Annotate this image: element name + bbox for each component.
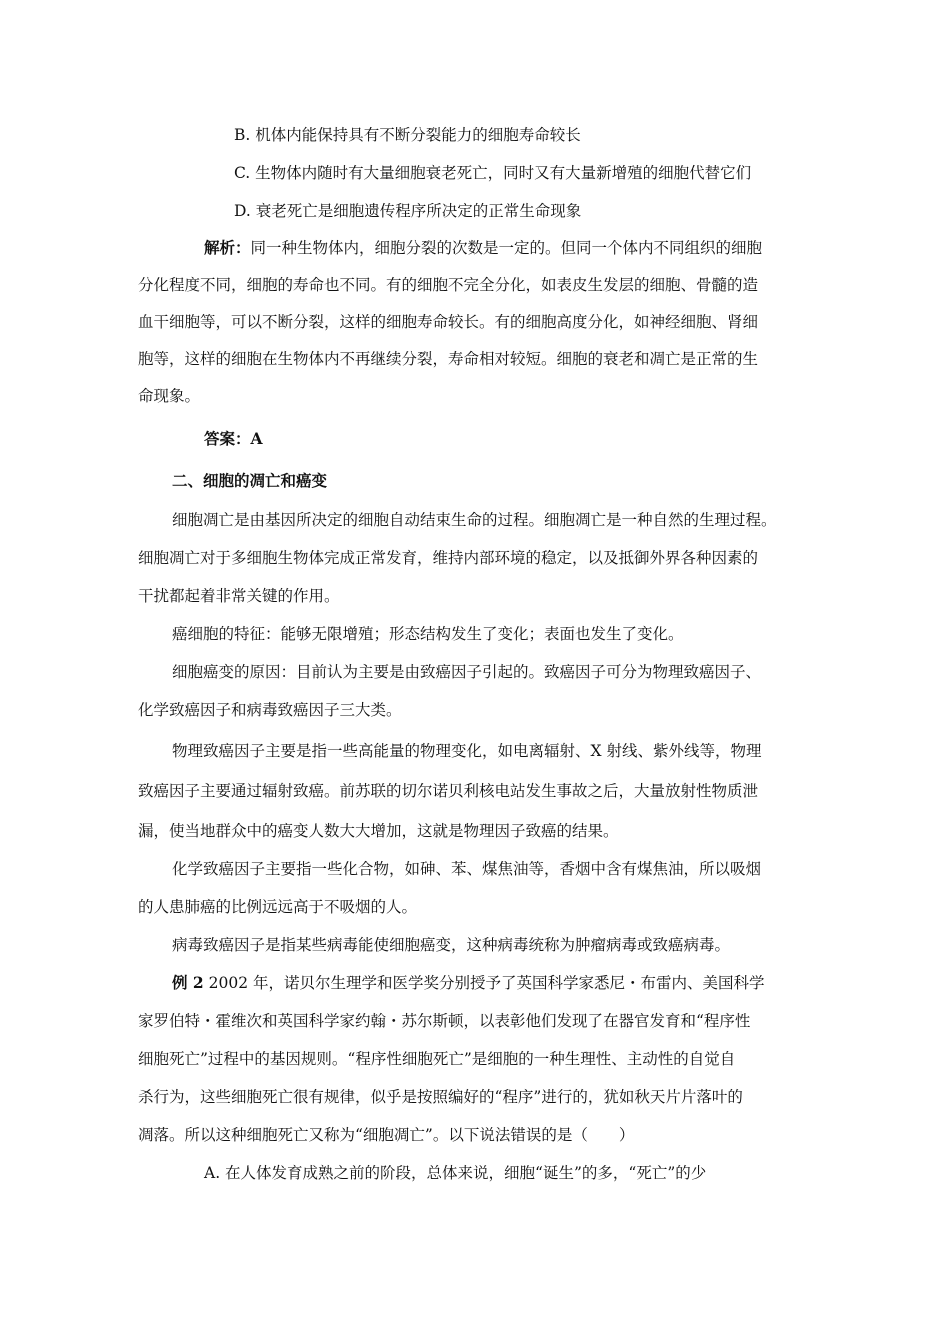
paragraph-line: 漏，使当地群众中的癌变人数大大增加，这就是物理因子致癌的结果。 xyxy=(138,822,619,840)
paragraph-line: 的人患肺癌的比例远远高于不吸烟的人。 xyxy=(138,898,418,916)
example-text: 2002 年，诺贝尔生理学和医学奖分别授予了英国科学家悉尼・布雷内、美国科学 xyxy=(203,974,765,992)
analysis-label: 解析： xyxy=(204,238,251,257)
analysis-line: 分化程度不同，细胞的寿命也不同。有的细胞不完全分化，如表皮生发层的细胞、骨髓的造 xyxy=(138,276,759,294)
paragraph-line: 致癌因子主要通过辐射致癌。前苏联的切尔诺贝利核电站发生事故之后，大量放射性物质泄 xyxy=(138,782,759,800)
answer: 答案：A xyxy=(204,429,263,448)
example-line: 杀行为，这些细胞死亡很有规律，似乎是按照编好的“程序”进行的，犹如秋天片片落叶的 xyxy=(138,1088,743,1106)
option-c: C. 生物体内随时有大量细胞衰老死亡，同时又有大量新增殖的细胞代替它们 xyxy=(234,164,752,182)
paragraph-line: 癌细胞的特征：能够无限增殖；形态结构发生了变化；表面也发生了变化。 xyxy=(172,625,684,643)
example-line: 细胞死亡”过程中的基因规则。“程序性细胞死亡”是细胞的一种生理性、主动性的自觉自 xyxy=(138,1050,736,1068)
option-d: D. 衰老死亡是细胞遗传程序所决定的正常生命现象 xyxy=(234,202,582,220)
example-first-line xyxy=(172,972,765,994)
paragraph-line: 化学致癌因子和病毒致癌因子三大类。 xyxy=(138,701,402,719)
paragraph-line: 化学致癌因子主要指一些化合物，如砷、苯、煤焦油等，香烟中含有煤焦油，所以吸烟 xyxy=(172,860,762,878)
paragraph-line: 细胞凋亡对于多细胞生物体完成正常发育，维持内部环境的稳定，以及抵御外界各种因素的 xyxy=(138,549,759,567)
analysis-line: 命现象。 xyxy=(138,387,201,405)
analysis-text: 同一种生物体内，细胞分裂的次数是一定的。但同一个体内不同组织的细胞 xyxy=(250,239,763,257)
analysis-line: 血干细胞等，可以不断分裂，这样的细胞寿命较长。有的细胞高度分化，如神经细胞、肾细 xyxy=(138,313,759,331)
option-b: B. 机体内能保持具有不断分裂能力的细胞寿命较长 xyxy=(234,126,581,144)
example-label: 例 2 xyxy=(172,973,204,992)
paragraph-line: 细胞凋亡是由基因所决定的细胞自动结束生命的过程。细胞凋亡是一种自然的生理过程。 xyxy=(172,511,777,529)
analysis-first-line xyxy=(204,237,762,259)
example-line: 家罗伯特・霍维次和英国科学家约翰・苏尔斯顿，以表彰他们发现了在器官发育和“程序性 xyxy=(138,1012,751,1030)
paragraph-line: 干扰都起着非常关键的作用。 xyxy=(138,587,340,605)
paragraph-line: 细胞癌变的原因：目前认为主要是由致癌因子引起的。致癌因子可分为物理致癌因子、 xyxy=(172,663,762,681)
paragraph-line: 物理致癌因子主要是指一些高能量的物理变化，如电离辐射、X 射线、紫外线等，物理 xyxy=(172,742,762,760)
analysis-line: 胞等，这样的细胞在生物体内不再继续分裂，寿命相对较短。细胞的衰老和凋亡是正常的生 xyxy=(138,350,759,368)
section-heading: 二、细胞的凋亡和癌变 xyxy=(172,471,328,490)
paragraph-line: 病毒致癌因子是指某些病毒能使细胞癌变，这种病毒统称为肿瘤病毒或致癌病毒。 xyxy=(172,936,731,954)
example-option-a: A. 在人体发育成熟之前的阶段，总体来说，细胞“诞生”的多，“死亡”的少 xyxy=(204,1164,707,1182)
example-line: 凋落。所以这种细胞死亡又称为“细胞凋亡”。以下说法错误的是（ ） xyxy=(138,1126,635,1144)
